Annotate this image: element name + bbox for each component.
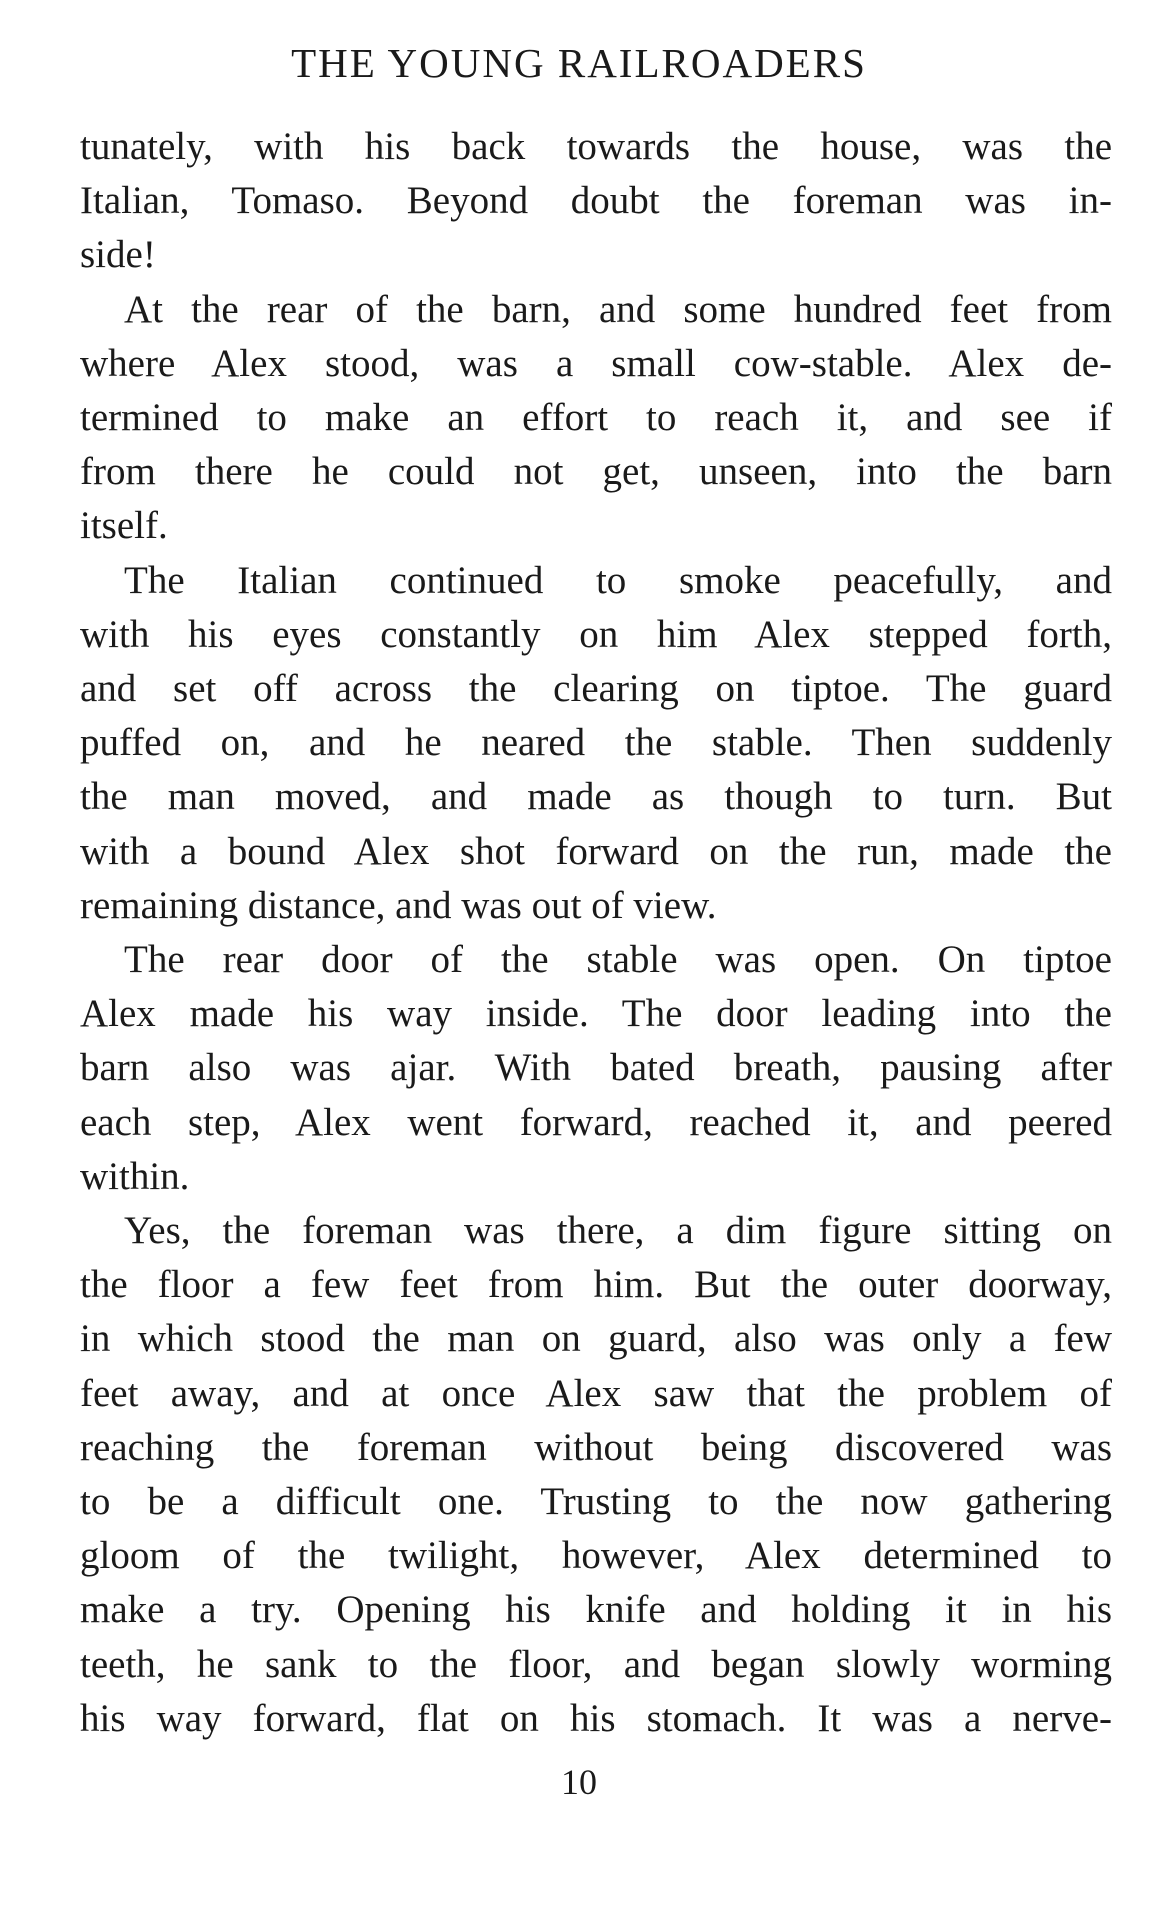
text-line: tunately, with his back towards the house, was the bbox=[80, 125, 1112, 168]
text-line: to be a difficult one. Trusting to the now gathering bbox=[80, 1480, 1112, 1524]
body-text bbox=[80, 120, 1112, 1746]
text-line: from there he could not get, unseen, into the barn bbox=[80, 450, 1112, 494]
text-line: the man moved, and made as though to turn. But bbox=[80, 775, 1112, 819]
text-line: Alex made his way inside. The door leading into the bbox=[80, 992, 1112, 1036]
text-line: where Alex stood, was a small cow-stable. Alex de- bbox=[80, 341, 1112, 385]
paragraph-5 bbox=[80, 1204, 1112, 1746]
text-line: with a bound Alex shot forward on the run, made the bbox=[80, 829, 1112, 873]
text-line: within. bbox=[80, 1154, 190, 1198]
text-line: teeth, he sank to the floor, and began slowly worming bbox=[80, 1642, 1112, 1686]
paragraph-1 bbox=[80, 120, 1112, 283]
text-line: termined to make an effort to reach it, and see if bbox=[80, 396, 1112, 440]
text-line: side! bbox=[80, 233, 156, 277]
paragraph-3 bbox=[80, 554, 1112, 933]
text-line: feet away, and at once Alex saw that the problem of bbox=[80, 1371, 1112, 1415]
text-line: make a try. Opening his knife and holding it in his bbox=[80, 1588, 1112, 1632]
text-line: and set off across the clearing on tiptoe. The guard bbox=[80, 667, 1112, 711]
text-line: reaching the foreman without being discovered was bbox=[80, 1425, 1112, 1469]
paragraph-2 bbox=[80, 283, 1112, 554]
text-line: Italian, Tomaso. Beyond doubt the foreman was in- bbox=[80, 179, 1112, 223]
text-line: barn also was ajar. With bated breath, pausing after bbox=[80, 1046, 1112, 1090]
paragraph-4 bbox=[80, 933, 1112, 1204]
text-line: his way forward, flat on his stomach. It was a nerve- bbox=[80, 1696, 1112, 1740]
text-line: puffed on, and he neared the stable. Then suddenly bbox=[80, 721, 1112, 765]
text-line: with his eyes constantly on him Alex stepped forth, bbox=[80, 612, 1112, 656]
page-number: 10 bbox=[561, 1762, 597, 1802]
text-line: the floor a few feet from him. But the outer doorway, bbox=[80, 1263, 1112, 1307]
text-line: itself. bbox=[80, 504, 168, 548]
text-line: in which stood the man on guard, also was only a few bbox=[80, 1317, 1112, 1361]
text-line: At the rear of the barn, and some hundred feet from bbox=[124, 287, 1112, 331]
text-line: Yes, the foreman was there, a dim figure sitting on bbox=[124, 1209, 1112, 1253]
text-line: The Italian continued to smoke peacefully, and bbox=[124, 558, 1112, 602]
text-line: The rear door of the stable was open. On tiptoe bbox=[124, 938, 1112, 982]
text-line: remaining distance, and was out of view. bbox=[80, 883, 717, 927]
text-line: each step, Alex went forward, reached it, and peered bbox=[80, 1100, 1112, 1144]
text-line: gloom of the twilight, however, Alex determined to bbox=[80, 1534, 1112, 1578]
running-title: THE YOUNG RAILROADERS bbox=[291, 40, 867, 86]
